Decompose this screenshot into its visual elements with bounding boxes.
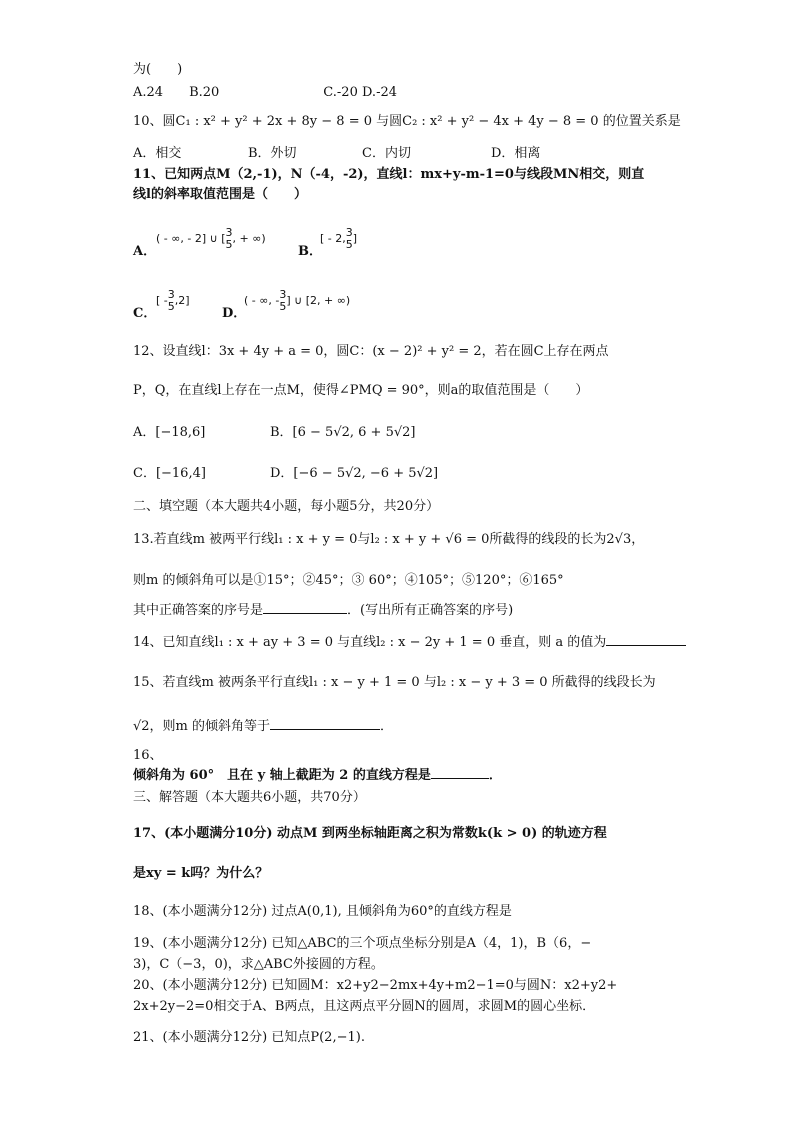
q14-answer-blank[interactable] [606,645,686,646]
q15-line2: √2，则m 的倾斜角等于 ． [133,719,394,734]
q9-options: A.24 B.20 C.-20 D.-24 [133,85,397,100]
q17-line2: 是xy = k吗？为什么？ [133,866,269,881]
q14-line: 14、已知直线l₁ : x + ay + 3 = 0 与直线l₂ : x − 2y + 1 = 0 垂直，则 a 的值为 [133,635,686,651]
q10-text: 10、圆C₁ : x² + y² + 2x + 8y − 8 = 0 与圆C₂ : x² + y² − 4x + 4y − 8 = 0 的位置关系是 [133,114,681,129]
q11-option-b-label: B． [298,244,322,259]
q11-option-a-expr: ( - ∞, - 2] ∪ [ 3 5 , + ∞) [156,226,266,251]
q12-line1: 12、设直线l：3x + 4y + a = 0，圆C：(x − 2)² + y² = 2，若在圆C上存在两点 [133,344,609,359]
q16-line: 倾斜角为 60° 且在 y 轴上截距为 2 的直线方程是 ． [133,768,502,783]
q19-line1: 19、(本小题满分12分) 已知△ABC的三个项点坐标分别是A（4，1)，B（6，− [133,936,592,951]
q12-option-d: D．[−6 − 5√2, −6 + 5√2] [270,466,439,481]
q11-option-d-expr: ( - ∞, - 3 5 ] ∪ [2, + ∞) [244,288,351,313]
q15-line1: 15、若直线m 被两条平行直线l₁ : x − y + 1 = 0 与l₂ : x − y + 3 = 0 所截得的线段长为 [133,675,656,690]
q10-option-b: B．外切 [248,146,297,161]
q20-line1: 20、(本小题满分12分) 已知圆M：x2+y2−2mx+4y+m2−1=0与圆N：x2+y2+ [133,978,618,993]
q9-tail: 为( ) [133,62,183,77]
q11-option-b-expr: [ - 2, 3 5 ] [320,226,358,251]
q19-line2: 3)，C（−3，0)，求△ABC外接圆的方程。 [133,957,384,972]
q12-option-b: B．[6 − 5√2, 6 + 5√2] [270,425,416,440]
q13-line2: 则m 的倾斜角可以是①15°；②45°；③ 60°；④105°；⑤120°；⑥165° [133,573,564,588]
section-3-heading: 三、解答题（本大题共6小题，共70分） [133,790,366,805]
q20-line2: 2x+2y−2=0相交于A、B两点，且这两点平分圆N的圆周，求圆M的圆心坐标． [133,999,596,1014]
q13-answer-blank[interactable] [263,613,347,614]
q11-line2: 线l的斜率取值范围是（ ） [133,187,307,202]
q21-text: 21、(本小题满分12分) 已知点P(2,−1). [133,1030,365,1045]
q16-answer-blank[interactable] [431,778,489,779]
q11-option-d-label: D． [222,306,247,321]
q10-option-c: C．内切 [362,146,411,161]
q18-text: 18、(本小题满分12分) 过点A(0,1), 且倾斜角为60°的直线方程是 [133,904,512,919]
q13-line1: 13.若直线m 被两平行线l₁ : x + y = 0与l₂ : x + y + √6 = 0所截得的线段的长为2√3， [133,532,645,547]
q12-option-a: A．[−18,6] [133,425,206,440]
q11-option-a-label: A． [133,244,157,259]
q13-line3: 其中正确答案的序号是 ．(写出所有正确答案的序号) [133,603,514,618]
q12-option-c: C．[−16,4] [133,466,206,481]
q16-number: 16、 [133,748,163,763]
q17-line1: 17、(本小题满分10分) 动点M 到两坐标轴距离之积为常数k(k > 0) 的轨迹方程 [133,826,607,841]
q10-option-a: A．相交 [133,146,182,161]
section-2-heading: 二、填空题（本大题共4小题，每小题5分，共20分） [133,499,440,514]
q11-option-c-label: C． [133,306,157,321]
q11-line1: 11、已知两点M（2,-1)，N（-4，-2)，直线l：mx+y-m-1=0与线段MN相交，则直 [133,167,645,182]
q15-answer-blank[interactable] [270,729,380,730]
q11-option-c-expr: [ - 3 5 ,2] [156,288,190,313]
q12-line2: P，Q，在直线l上存在一点M，使得∠PMQ = 90°，则a的取值范围是（ ） [133,383,589,398]
q10-option-d: D．相离 [491,146,541,161]
